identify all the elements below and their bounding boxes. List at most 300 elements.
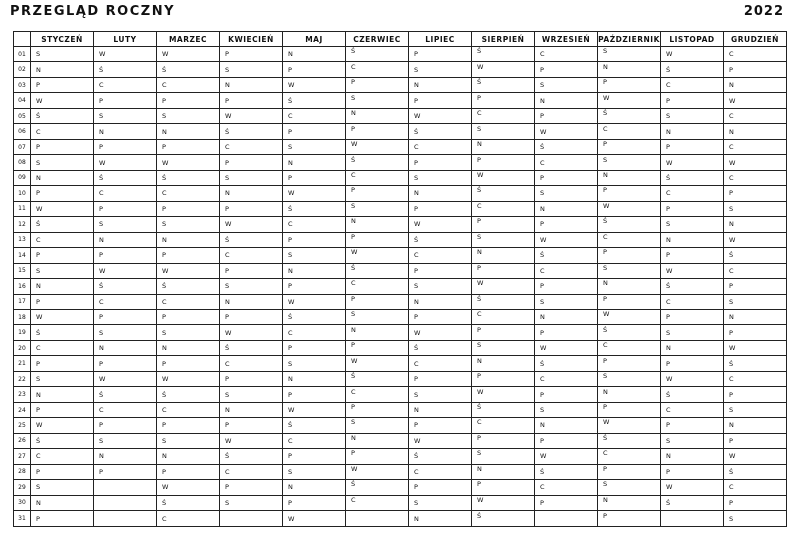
day-cell[interactable] bbox=[535, 93, 598, 108]
day-cell[interactable] bbox=[472, 139, 535, 154]
day-cell[interactable] bbox=[409, 279, 472, 294]
day-cell[interactable] bbox=[472, 263, 535, 278]
day-cell[interactable] bbox=[661, 139, 724, 154]
day-cell[interactable] bbox=[535, 170, 598, 185]
day-cell[interactable] bbox=[535, 495, 598, 510]
day-cell[interactable] bbox=[346, 217, 409, 232]
day-cell[interactable] bbox=[472, 495, 535, 510]
day-cell[interactable] bbox=[31, 309, 94, 324]
day-cell[interactable] bbox=[283, 387, 346, 402]
day-cell[interactable] bbox=[598, 495, 661, 510]
day-cell[interactable] bbox=[94, 93, 157, 108]
day-cell[interactable] bbox=[535, 511, 598, 527]
day-cell[interactable] bbox=[409, 387, 472, 402]
day-cell[interactable] bbox=[220, 232, 283, 247]
day-cell[interactable] bbox=[157, 124, 220, 139]
day-cell[interactable] bbox=[157, 309, 220, 324]
day-cell[interactable] bbox=[535, 433, 598, 448]
day-cell[interactable] bbox=[31, 108, 94, 123]
day-cell[interactable] bbox=[283, 155, 346, 170]
day-cell[interactable] bbox=[346, 155, 409, 170]
day-cell[interactable] bbox=[94, 449, 157, 464]
day-cell[interactable] bbox=[472, 325, 535, 340]
day-cell[interactable] bbox=[472, 371, 535, 386]
day-cell[interactable] bbox=[157, 480, 220, 495]
day-cell[interactable] bbox=[31, 124, 94, 139]
day-cell[interactable] bbox=[535, 232, 598, 247]
day-cell[interactable] bbox=[346, 47, 409, 62]
day-cell[interactable] bbox=[535, 124, 598, 139]
day-cell[interactable] bbox=[31, 217, 94, 232]
day-cell[interactable] bbox=[220, 371, 283, 386]
day-cell[interactable] bbox=[283, 279, 346, 294]
day-cell[interactable] bbox=[409, 232, 472, 247]
day-cell[interactable] bbox=[724, 62, 787, 77]
day-cell[interactable] bbox=[535, 47, 598, 62]
day-cell[interactable] bbox=[535, 418, 598, 433]
day-cell[interactable] bbox=[157, 356, 220, 371]
day-cell[interactable] bbox=[31, 248, 94, 263]
day-cell[interactable] bbox=[598, 124, 661, 139]
day-cell[interactable] bbox=[157, 464, 220, 479]
day-cell[interactable] bbox=[220, 139, 283, 154]
day-cell[interactable] bbox=[661, 464, 724, 479]
day-cell[interactable] bbox=[283, 124, 346, 139]
day-cell[interactable] bbox=[661, 325, 724, 340]
day-cell[interactable] bbox=[94, 263, 157, 278]
day-cell[interactable] bbox=[94, 170, 157, 185]
day-cell[interactable] bbox=[472, 464, 535, 479]
day-cell[interactable] bbox=[346, 124, 409, 139]
day-cell[interactable] bbox=[283, 77, 346, 92]
day-cell[interactable] bbox=[724, 371, 787, 386]
day-cell[interactable] bbox=[598, 356, 661, 371]
day-cell[interactable] bbox=[346, 480, 409, 495]
day-cell[interactable] bbox=[94, 309, 157, 324]
day-cell[interactable] bbox=[598, 170, 661, 185]
day-cell[interactable] bbox=[661, 232, 724, 247]
day-cell[interactable] bbox=[157, 248, 220, 263]
day-cell[interactable] bbox=[535, 279, 598, 294]
day-cell[interactable] bbox=[724, 170, 787, 185]
day-cell[interactable] bbox=[94, 155, 157, 170]
day-cell[interactable] bbox=[409, 263, 472, 278]
day-cell[interactable] bbox=[472, 418, 535, 433]
day-cell[interactable] bbox=[724, 77, 787, 92]
day-cell[interactable] bbox=[346, 449, 409, 464]
day-cell[interactable] bbox=[472, 201, 535, 216]
day-cell[interactable] bbox=[724, 495, 787, 510]
day-cell[interactable] bbox=[472, 248, 535, 263]
day-cell[interactable] bbox=[661, 155, 724, 170]
day-cell[interactable] bbox=[31, 356, 94, 371]
day-cell[interactable] bbox=[661, 402, 724, 417]
day-cell[interactable] bbox=[94, 511, 157, 527]
day-cell[interactable] bbox=[409, 294, 472, 309]
day-cell[interactable] bbox=[409, 309, 472, 324]
day-cell[interactable] bbox=[220, 325, 283, 340]
day-cell[interactable] bbox=[157, 263, 220, 278]
day-cell[interactable] bbox=[472, 433, 535, 448]
day-cell[interactable] bbox=[31, 464, 94, 479]
day-cell[interactable] bbox=[409, 155, 472, 170]
day-cell[interactable] bbox=[94, 402, 157, 417]
day-cell[interactable] bbox=[283, 480, 346, 495]
day-cell[interactable] bbox=[346, 387, 409, 402]
day-cell[interactable] bbox=[598, 309, 661, 324]
day-cell[interactable] bbox=[220, 201, 283, 216]
day-cell[interactable] bbox=[220, 62, 283, 77]
day-cell[interactable] bbox=[94, 480, 157, 495]
day-cell[interactable] bbox=[409, 93, 472, 108]
day-cell[interactable] bbox=[346, 340, 409, 355]
day-cell[interactable] bbox=[661, 309, 724, 324]
day-cell[interactable] bbox=[724, 217, 787, 232]
day-cell[interactable] bbox=[598, 186, 661, 201]
day-cell[interactable] bbox=[220, 294, 283, 309]
day-cell[interactable] bbox=[661, 356, 724, 371]
day-cell[interactable] bbox=[283, 263, 346, 278]
day-cell[interactable] bbox=[94, 201, 157, 216]
day-cell[interactable] bbox=[94, 371, 157, 386]
day-cell[interactable] bbox=[346, 139, 409, 154]
day-cell[interactable] bbox=[598, 387, 661, 402]
day-cell[interactable] bbox=[220, 217, 283, 232]
day-cell[interactable] bbox=[535, 309, 598, 324]
day-cell[interactable] bbox=[472, 170, 535, 185]
day-cell[interactable] bbox=[472, 62, 535, 77]
day-cell[interactable] bbox=[724, 248, 787, 263]
day-cell[interactable] bbox=[220, 279, 283, 294]
day-cell[interactable] bbox=[31, 371, 94, 386]
day-cell[interactable] bbox=[724, 464, 787, 479]
day-cell[interactable] bbox=[220, 186, 283, 201]
day-cell[interactable] bbox=[661, 294, 724, 309]
day-cell[interactable] bbox=[157, 402, 220, 417]
day-cell[interactable] bbox=[346, 294, 409, 309]
day-cell[interactable] bbox=[157, 93, 220, 108]
day-cell[interactable] bbox=[598, 340, 661, 355]
day-cell[interactable] bbox=[346, 402, 409, 417]
day-cell[interactable] bbox=[472, 387, 535, 402]
day-cell[interactable] bbox=[220, 464, 283, 479]
day-cell[interactable] bbox=[94, 47, 157, 62]
day-cell[interactable] bbox=[157, 201, 220, 216]
day-cell[interactable] bbox=[220, 340, 283, 355]
day-cell[interactable] bbox=[346, 201, 409, 216]
day-cell[interactable] bbox=[535, 263, 598, 278]
day-cell[interactable] bbox=[598, 371, 661, 386]
day-cell[interactable] bbox=[220, 124, 283, 139]
day-cell[interactable] bbox=[409, 139, 472, 154]
day-cell[interactable] bbox=[535, 449, 598, 464]
day-cell[interactable] bbox=[724, 387, 787, 402]
day-cell[interactable] bbox=[283, 201, 346, 216]
day-cell[interactable] bbox=[283, 464, 346, 479]
day-cell[interactable] bbox=[157, 511, 220, 527]
day-cell[interactable] bbox=[157, 294, 220, 309]
day-cell[interactable] bbox=[724, 480, 787, 495]
day-cell[interactable] bbox=[94, 387, 157, 402]
day-cell[interactable] bbox=[409, 170, 472, 185]
day-cell[interactable] bbox=[94, 232, 157, 247]
day-cell[interactable] bbox=[220, 495, 283, 510]
day-cell[interactable] bbox=[220, 263, 283, 278]
day-cell[interactable] bbox=[598, 62, 661, 77]
day-cell[interactable] bbox=[724, 47, 787, 62]
day-cell[interactable] bbox=[31, 449, 94, 464]
day-cell[interactable] bbox=[94, 340, 157, 355]
day-cell[interactable] bbox=[598, 402, 661, 417]
day-cell[interactable] bbox=[94, 294, 157, 309]
day-cell[interactable] bbox=[157, 139, 220, 154]
day-cell[interactable] bbox=[661, 201, 724, 216]
day-cell[interactable] bbox=[598, 47, 661, 62]
day-cell[interactable] bbox=[724, 449, 787, 464]
day-cell[interactable] bbox=[220, 480, 283, 495]
day-cell[interactable] bbox=[724, 511, 787, 527]
day-cell[interactable] bbox=[724, 124, 787, 139]
day-cell[interactable] bbox=[409, 108, 472, 123]
day-cell[interactable] bbox=[661, 93, 724, 108]
day-cell[interactable] bbox=[157, 77, 220, 92]
day-cell[interactable] bbox=[598, 232, 661, 247]
day-cell[interactable] bbox=[409, 418, 472, 433]
day-cell[interactable] bbox=[724, 279, 787, 294]
day-cell[interactable] bbox=[283, 170, 346, 185]
day-cell[interactable] bbox=[346, 495, 409, 510]
day-cell[interactable] bbox=[535, 356, 598, 371]
day-cell[interactable] bbox=[94, 139, 157, 154]
day-cell[interactable] bbox=[283, 340, 346, 355]
day-cell[interactable] bbox=[157, 47, 220, 62]
day-cell[interactable] bbox=[31, 325, 94, 340]
day-cell[interactable] bbox=[535, 387, 598, 402]
day-cell[interactable] bbox=[724, 201, 787, 216]
day-cell[interactable] bbox=[598, 418, 661, 433]
day-cell[interactable] bbox=[472, 279, 535, 294]
day-cell[interactable] bbox=[31, 201, 94, 216]
day-cell[interactable] bbox=[535, 62, 598, 77]
day-cell[interactable] bbox=[157, 387, 220, 402]
day-cell[interactable] bbox=[409, 480, 472, 495]
day-cell[interactable] bbox=[157, 449, 220, 464]
day-cell[interactable] bbox=[94, 108, 157, 123]
day-cell[interactable] bbox=[157, 155, 220, 170]
day-cell[interactable] bbox=[661, 108, 724, 123]
day-cell[interactable] bbox=[409, 47, 472, 62]
day-cell[interactable] bbox=[409, 124, 472, 139]
day-cell[interactable] bbox=[94, 62, 157, 77]
day-cell[interactable] bbox=[220, 309, 283, 324]
day-cell[interactable] bbox=[598, 93, 661, 108]
day-cell[interactable] bbox=[661, 495, 724, 510]
day-cell[interactable] bbox=[598, 248, 661, 263]
day-cell[interactable] bbox=[220, 449, 283, 464]
day-cell[interactable] bbox=[220, 248, 283, 263]
day-cell[interactable] bbox=[157, 279, 220, 294]
day-cell[interactable] bbox=[31, 186, 94, 201]
day-cell[interactable] bbox=[724, 263, 787, 278]
day-cell[interactable] bbox=[283, 217, 346, 232]
day-cell[interactable] bbox=[346, 511, 409, 527]
day-cell[interactable] bbox=[472, 232, 535, 247]
day-cell[interactable] bbox=[283, 108, 346, 123]
day-cell[interactable] bbox=[472, 480, 535, 495]
day-cell[interactable] bbox=[598, 294, 661, 309]
day-cell[interactable] bbox=[31, 77, 94, 92]
day-cell[interactable] bbox=[157, 170, 220, 185]
day-cell[interactable] bbox=[472, 217, 535, 232]
day-cell[interactable] bbox=[31, 170, 94, 185]
day-cell[interactable] bbox=[283, 139, 346, 154]
day-cell[interactable] bbox=[409, 325, 472, 340]
day-cell[interactable] bbox=[346, 108, 409, 123]
day-cell[interactable] bbox=[94, 495, 157, 510]
day-cell[interactable] bbox=[346, 309, 409, 324]
day-cell[interactable] bbox=[409, 495, 472, 510]
day-cell[interactable] bbox=[94, 464, 157, 479]
day-cell[interactable] bbox=[661, 279, 724, 294]
day-cell[interactable] bbox=[661, 418, 724, 433]
day-cell[interactable] bbox=[661, 186, 724, 201]
day-cell[interactable] bbox=[535, 340, 598, 355]
day-cell[interactable] bbox=[157, 433, 220, 448]
day-cell[interactable] bbox=[283, 449, 346, 464]
day-cell[interactable] bbox=[157, 340, 220, 355]
day-cell[interactable] bbox=[283, 294, 346, 309]
day-cell[interactable] bbox=[598, 279, 661, 294]
day-cell[interactable] bbox=[598, 108, 661, 123]
day-cell[interactable] bbox=[31, 433, 94, 448]
day-cell[interactable] bbox=[661, 248, 724, 263]
day-cell[interactable] bbox=[31, 340, 94, 355]
day-cell[interactable] bbox=[220, 356, 283, 371]
day-cell[interactable] bbox=[220, 93, 283, 108]
day-cell[interactable] bbox=[598, 449, 661, 464]
day-cell[interactable] bbox=[94, 124, 157, 139]
day-cell[interactable] bbox=[472, 186, 535, 201]
day-cell[interactable] bbox=[283, 309, 346, 324]
day-cell[interactable] bbox=[220, 47, 283, 62]
day-cell[interactable] bbox=[283, 418, 346, 433]
day-cell[interactable] bbox=[94, 325, 157, 340]
day-cell[interactable] bbox=[724, 139, 787, 154]
day-cell[interactable] bbox=[724, 93, 787, 108]
day-cell[interactable] bbox=[346, 279, 409, 294]
day-cell[interactable] bbox=[535, 77, 598, 92]
day-cell[interactable] bbox=[283, 186, 346, 201]
day-cell[interactable] bbox=[94, 248, 157, 263]
day-cell[interactable] bbox=[409, 433, 472, 448]
day-cell[interactable] bbox=[157, 232, 220, 247]
day-cell[interactable] bbox=[409, 62, 472, 77]
day-cell[interactable] bbox=[283, 371, 346, 386]
day-cell[interactable] bbox=[472, 309, 535, 324]
day-cell[interactable] bbox=[346, 263, 409, 278]
day-cell[interactable] bbox=[598, 263, 661, 278]
day-cell[interactable] bbox=[31, 294, 94, 309]
day-cell[interactable] bbox=[409, 371, 472, 386]
day-cell[interactable] bbox=[220, 511, 283, 527]
day-cell[interactable] bbox=[283, 495, 346, 510]
day-cell[interactable] bbox=[661, 371, 724, 386]
day-cell[interactable] bbox=[472, 47, 535, 62]
day-cell[interactable] bbox=[724, 155, 787, 170]
day-cell[interactable] bbox=[598, 433, 661, 448]
day-cell[interactable] bbox=[598, 480, 661, 495]
day-cell[interactable] bbox=[346, 93, 409, 108]
day-cell[interactable] bbox=[409, 201, 472, 216]
day-cell[interactable] bbox=[598, 201, 661, 216]
day-cell[interactable] bbox=[724, 433, 787, 448]
day-cell[interactable] bbox=[31, 62, 94, 77]
day-cell[interactable] bbox=[661, 480, 724, 495]
day-cell[interactable] bbox=[472, 108, 535, 123]
day-cell[interactable] bbox=[472, 93, 535, 108]
day-cell[interactable] bbox=[157, 325, 220, 340]
day-cell[interactable] bbox=[535, 155, 598, 170]
day-cell[interactable] bbox=[472, 356, 535, 371]
day-cell[interactable] bbox=[724, 186, 787, 201]
day-cell[interactable] bbox=[535, 186, 598, 201]
day-cell[interactable] bbox=[220, 418, 283, 433]
day-cell[interactable] bbox=[94, 418, 157, 433]
day-cell[interactable] bbox=[31, 93, 94, 108]
day-cell[interactable] bbox=[31, 495, 94, 510]
day-cell[interactable] bbox=[94, 433, 157, 448]
day-cell[interactable] bbox=[724, 418, 787, 433]
day-cell[interactable] bbox=[661, 263, 724, 278]
day-cell[interactable] bbox=[220, 387, 283, 402]
day-cell[interactable] bbox=[598, 139, 661, 154]
day-cell[interactable] bbox=[661, 511, 724, 527]
day-cell[interactable] bbox=[346, 325, 409, 340]
day-cell[interactable] bbox=[661, 77, 724, 92]
day-cell[interactable] bbox=[157, 186, 220, 201]
day-cell[interactable] bbox=[661, 170, 724, 185]
day-cell[interactable] bbox=[346, 186, 409, 201]
day-cell[interactable] bbox=[661, 433, 724, 448]
day-cell[interactable] bbox=[535, 464, 598, 479]
day-cell[interactable] bbox=[220, 108, 283, 123]
day-cell[interactable] bbox=[94, 186, 157, 201]
day-cell[interactable] bbox=[661, 217, 724, 232]
day-cell[interactable] bbox=[31, 511, 94, 527]
day-cell[interactable] bbox=[283, 325, 346, 340]
day-cell[interactable] bbox=[598, 511, 661, 527]
day-cell[interactable] bbox=[472, 124, 535, 139]
day-cell[interactable] bbox=[31, 402, 94, 417]
day-cell[interactable] bbox=[157, 371, 220, 386]
day-cell[interactable] bbox=[31, 418, 94, 433]
day-cell[interactable] bbox=[409, 186, 472, 201]
day-cell[interactable] bbox=[598, 155, 661, 170]
day-cell[interactable] bbox=[31, 480, 94, 495]
day-cell[interactable] bbox=[724, 294, 787, 309]
day-cell[interactable] bbox=[31, 279, 94, 294]
day-cell[interactable] bbox=[661, 124, 724, 139]
day-cell[interactable] bbox=[283, 511, 346, 527]
day-cell[interactable] bbox=[409, 511, 472, 527]
day-cell[interactable] bbox=[346, 248, 409, 263]
day-cell[interactable] bbox=[535, 294, 598, 309]
day-cell[interactable] bbox=[409, 356, 472, 371]
day-cell[interactable] bbox=[472, 155, 535, 170]
day-cell[interactable] bbox=[472, 340, 535, 355]
day-cell[interactable] bbox=[724, 325, 787, 340]
day-cell[interactable] bbox=[724, 356, 787, 371]
